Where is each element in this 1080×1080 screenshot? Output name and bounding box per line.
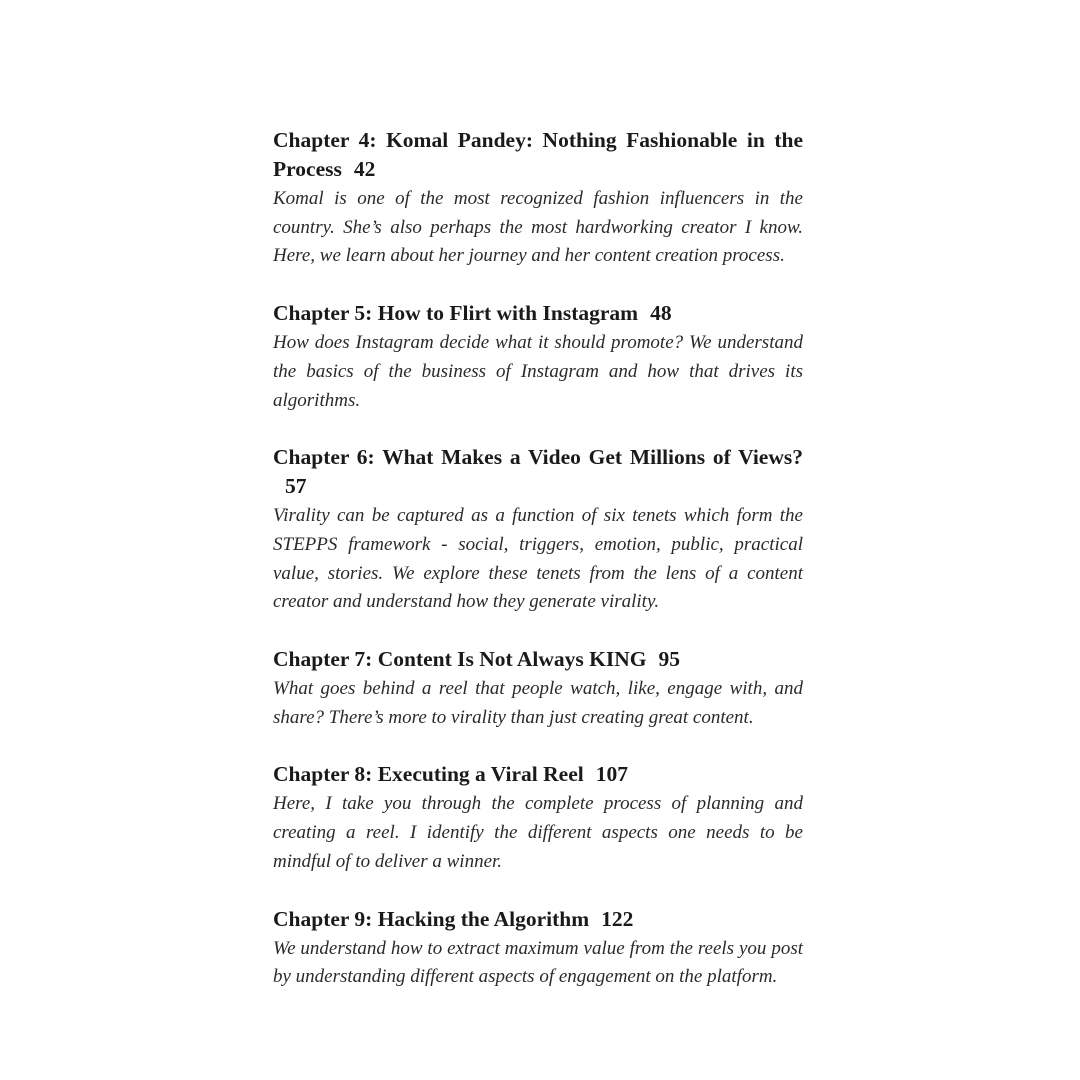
chapter-heading	[273, 299, 803, 328]
toc-entry-chapter-6	[273, 443, 803, 617]
chapter-page-number: 57	[285, 474, 307, 499]
chapter-heading	[273, 905, 803, 934]
toc-entry-chapter-7	[273, 645, 803, 732]
chapter-description: What goes behind a reel that people watch, like, engage with, and share? There’s more to virality than just creating great content.	[273, 678, 803, 728]
chapter-description: How does Instagram decide what it should promote? We understand the basics of the business of Instagram and how that drives its algorithms.	[273, 332, 803, 411]
chapter-description: Virality can be captured as a function of six tenets which form the STEPPS framework - social, triggers, emotion, public, practical value, stories. We explore these tenets from the lens of a content creator and understand how they generate virality.	[273, 505, 803, 613]
chapter-page-number: 48	[650, 301, 672, 326]
chapter-description: Here, I take you through the complete process of planning and creating a reel. I identify the different aspects one needs to be mindful of to deliver a winner.	[273, 793, 803, 872]
chapter-page-number: 122	[601, 906, 634, 931]
toc-entry-chapter-4	[273, 126, 803, 271]
chapter-title: Chapter 5: How to Flirt with Instagram	[273, 301, 639, 326]
chapter-heading	[273, 126, 803, 184]
chapter-page-number: 42	[353, 157, 376, 181]
toc-entry-chapter-9	[273, 905, 803, 992]
chapter-title: Chapter 4: Komal Pandey: Nothing Fashionable in the Process	[273, 128, 803, 181]
chapter-title: Chapter 8: Executing a Viral Reel	[273, 762, 584, 787]
toc-entry-chapter-8	[273, 760, 803, 876]
table-of-contents	[273, 126, 803, 1020]
chapter-title: Chapter 7: Content Is Not Always KING	[273, 647, 647, 672]
chapter-heading	[273, 760, 803, 789]
chapter-description: Komal is one of the most recognized fashion influencers in the country. She’s also perhaps the most hardworking creator I know. Here, we learn about her journey and her content creation process.	[273, 188, 803, 267]
chapter-page-number: 95	[658, 647, 680, 672]
chapter-title: Chapter 9: Hacking the Algorithm	[273, 906, 590, 931]
chapter-heading	[273, 645, 803, 674]
chapter-description: We understand how to extract maximum value from the reels you post by understanding different aspects of engagement on the platform.	[273, 937, 803, 988]
toc-entry-chapter-5	[273, 299, 803, 415]
chapter-page-number: 107	[595, 762, 628, 787]
chapter-heading	[273, 443, 803, 501]
chapter-title: Chapter 6: What Makes a Video Get Millions of Views?	[273, 445, 803, 470]
